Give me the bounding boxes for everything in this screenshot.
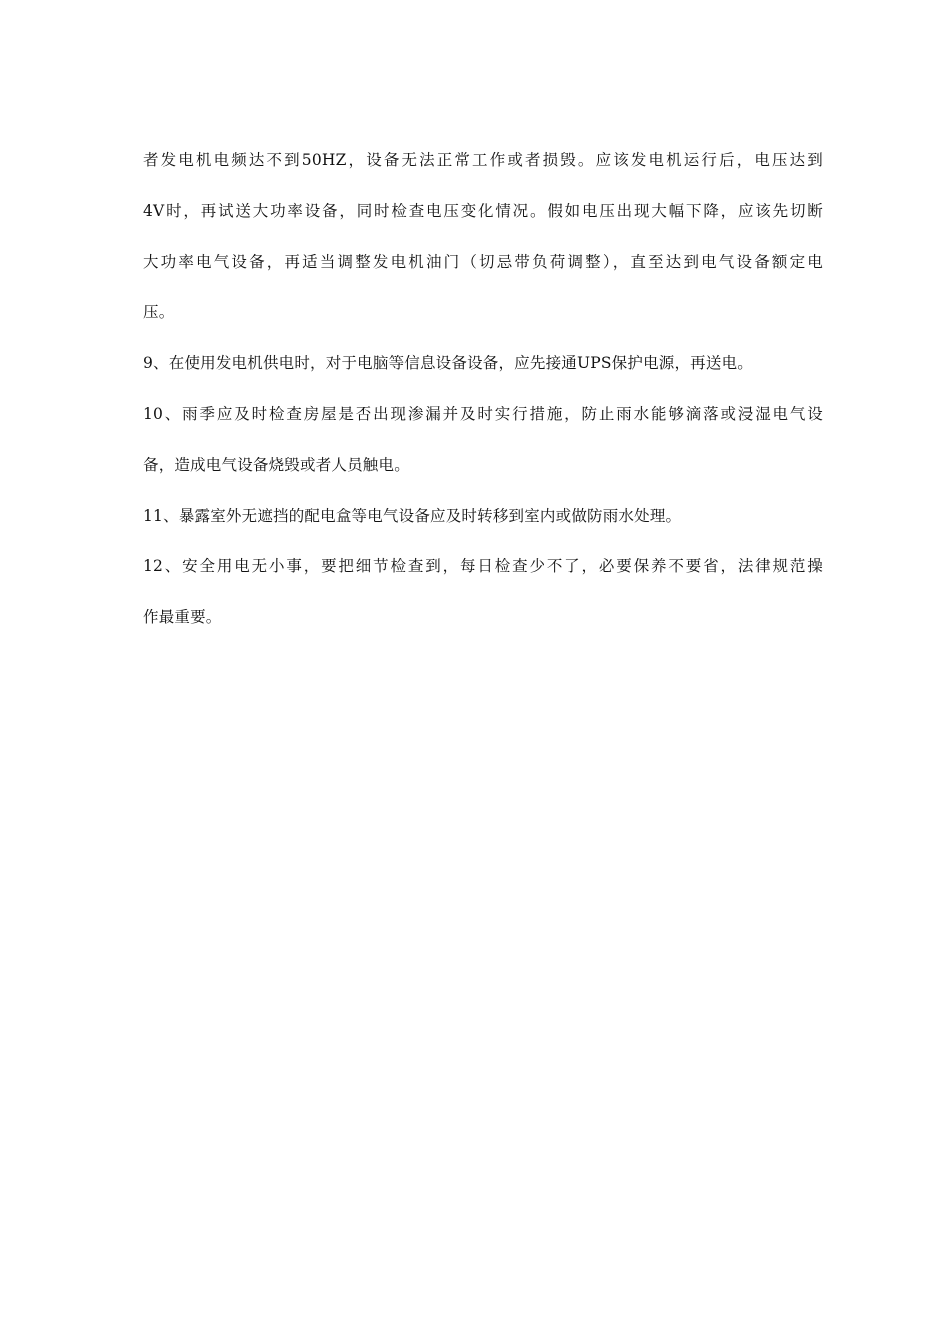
list-item-9: 9、在使用发电机供电时，对于电脑等信息设备设备，应先接通UPS保护电源，再送电。 (143, 354, 753, 373)
list-item-12-continued: 作最重要。 (143, 608, 222, 627)
document-body (143, 144, 823, 652)
list-item-11: 11、暴露室外无遮挡的配电盒等电气设备应及时转移到室内或做防雨水处理。 (143, 506, 682, 525)
paragraph-line: 压。 (143, 303, 175, 322)
paragraph-line: 者发电机电频达不到50HZ，设备无法正常工作或者损毁。应该发电机运行后，电压达到 (143, 151, 823, 169)
list-item-10: 10、雨季应及时检查房屋是否出现渗漏并及时实行措施，防止雨水能够滴落或浸湿电气设 (143, 404, 823, 423)
list-item-10-continued: 备，造成电气设备烧毁或者人员触电。 (143, 455, 410, 474)
paragraph-line: 4V时，再试送大功率设备，同时检查电压变化情况。假如电压出现大幅下降，应该先切断 (143, 201, 823, 220)
list-item-12: 12、安全用电无小事，要把细节检查到，每日检查少不了，必要保养不要省，法律规范操 (143, 557, 823, 576)
paragraph-line: 大功率电气设备，再适当调整发电机油门（切忌带负荷调整），直至达到电气设备额定电 (143, 252, 823, 271)
